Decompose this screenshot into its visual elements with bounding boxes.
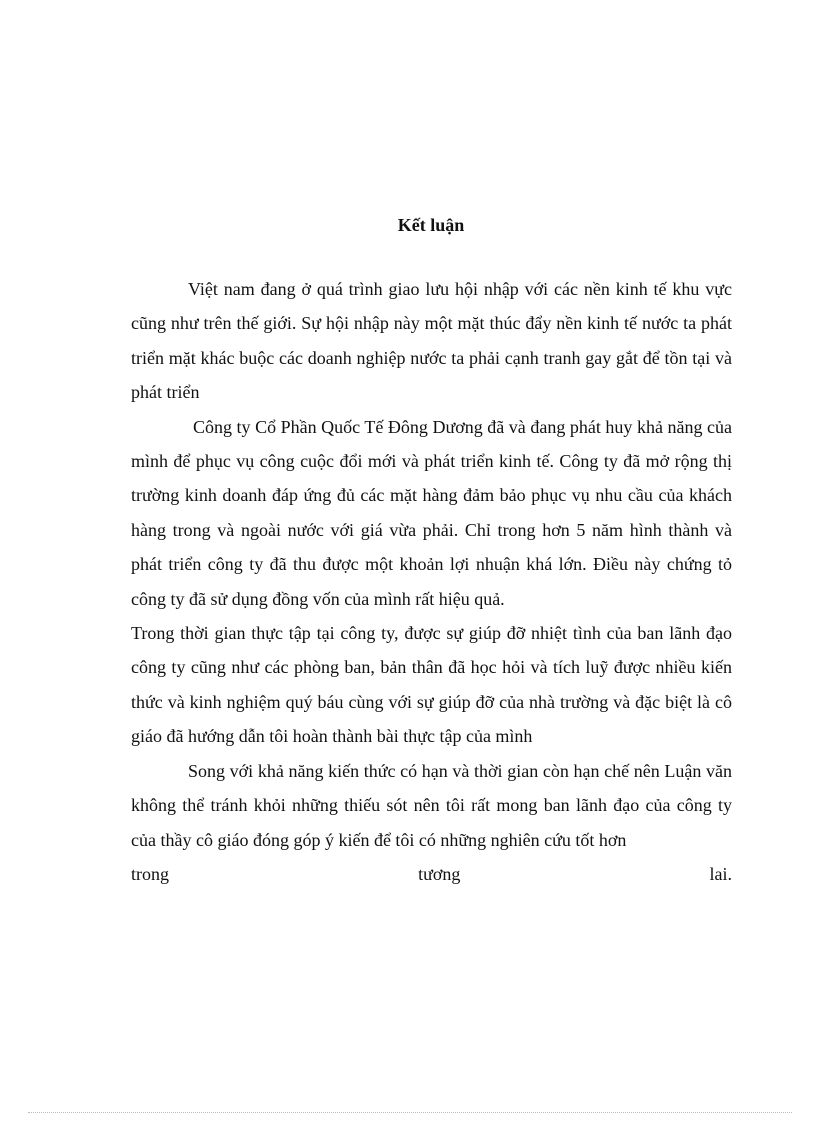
- last-line-word-2: tương: [418, 863, 461, 884]
- paragraph-3: Trong thời gian thực tập tại công ty, được sự giúp đỡ nhiệt tình của ban lãnh đạo công ty cũng như các phòng ban, bản thân đã học hỏi và tích luỹ được nhiều kiến thức và kinh nghiệm quý báu cùng với sự giúp đỡ của nhà trường và đặc biệt là cô giáo đã hướng dẫn tôi hoàn thành bài thực tập của mình: [131, 623, 732, 747]
- paragraph-2: Công ty Cổ Phần Quốc Tế Đông Dương đã và đang phát huy khả năng của mình để phục vụ công cuộc đổi mới và phát triển kinh tế. Công ty đã mở rộng thị trường kinh doanh đáp ứng đủ các mặt hàng đảm bảo phục vụ nhu cầu của khách hàng trong và ngoài nước với giá vừa phải. Chỉ trong hơn 5 năm hình thành và phát triển công ty đã thu được một khoản lợi nhuận khá lớn. Điều này chứng tỏ công ty đã sử dụng đồng vốn của mình rất hiệu quả.: [131, 416, 732, 609]
- paragraph-1: Việt nam đang ở quá trình giao lưu hội nhập với các nền kinh tế khu vực cũng như trên thế giới. Sự hội nhập này một mặt thúc đẩy nền kinh tế nước ta phát triển mặt khác buộc các doanh nghiệp nước ta phải cạnh tranh gay gắt để tồn tại và phát triển: [131, 279, 732, 403]
- document-body: [131, 272, 732, 891]
- page-bottom-divider: [28, 1112, 792, 1113]
- page-title: Kết luận: [397, 215, 465, 235]
- paragraph-4: Song với khả năng kiến thức có hạn và thời gian còn hạn chế nên Luận văn không thể tránh khỏi những thiếu sót nên tôi rất mong ban lãnh đạo của công ty của thầy cô giáo đóng góp ý kiến để tôi có những nghiên cứu tốt hơn: [131, 760, 732, 850]
- last-line-word-3: lai.: [709, 863, 732, 884]
- last-line-word-1: trong: [131, 863, 169, 884]
- paragraph-4-last-line: [131, 857, 732, 891]
